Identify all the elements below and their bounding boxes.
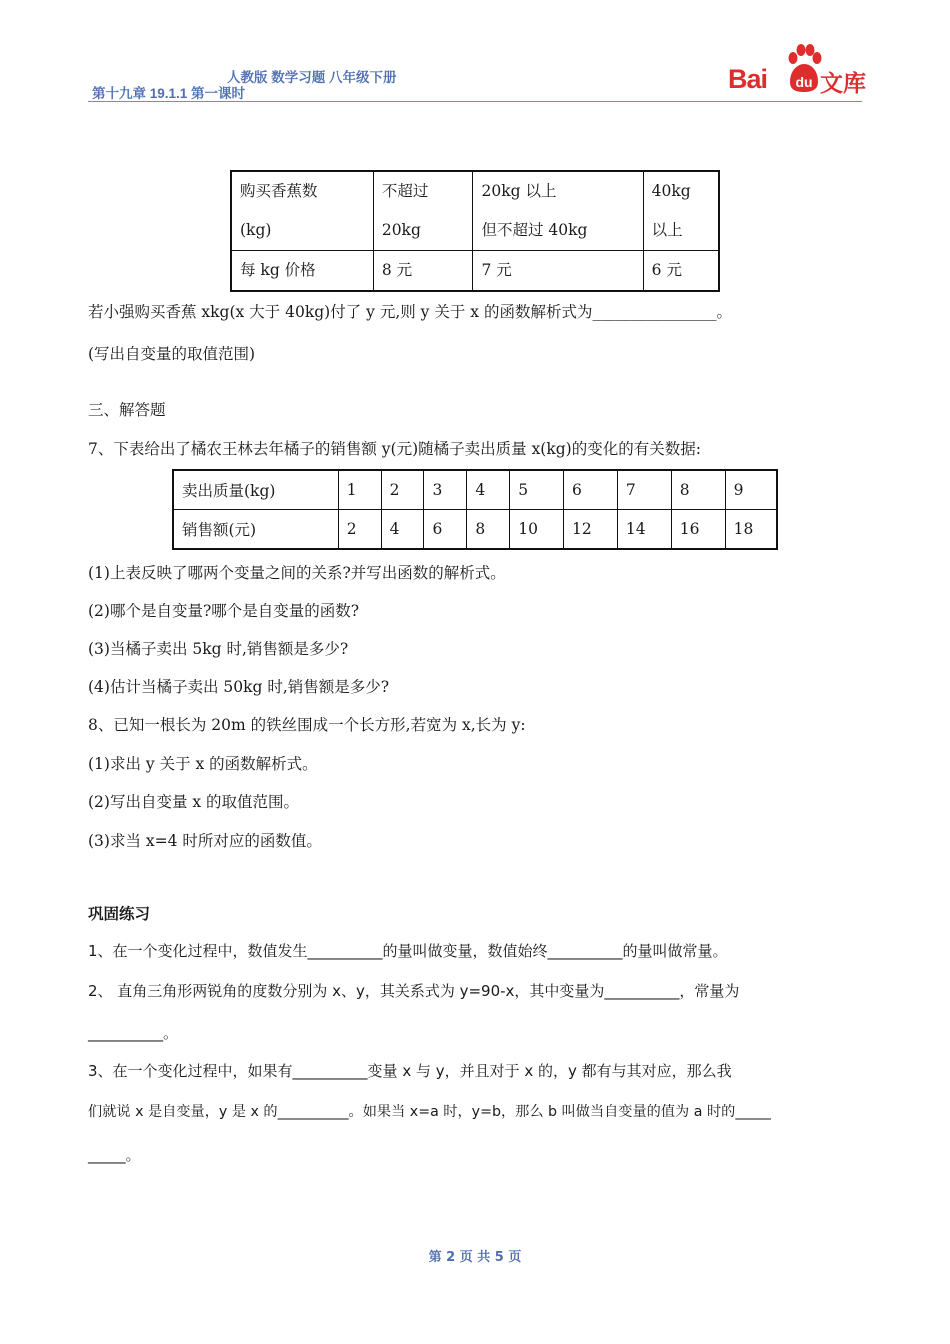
table-cell: 40kg xyxy=(643,171,719,211)
baidu-wenku-logo xyxy=(728,44,868,96)
table-cell: 6 xyxy=(424,510,467,550)
table-cell: 每 kg 价格 xyxy=(231,251,373,292)
table-cell: 8 xyxy=(671,470,725,510)
table-cell: 以上 xyxy=(643,211,719,251)
table-cell: 14 xyxy=(617,510,671,550)
question-8-text: 8、已知一根长为 20m 的铁丝围成一个长方形,若宽为 x,长为 y: xyxy=(88,716,526,734)
table-row xyxy=(173,510,777,550)
table-cell: 6 元 xyxy=(643,251,719,292)
practice-1: 1、在一个变化过程中，数值发生__________的量叫做变量，数值始终__________的量叫做常量。 xyxy=(88,942,728,960)
table-cell: 不超过 xyxy=(373,171,473,211)
page-number: 第 2 页 共 5 页 xyxy=(428,1250,522,1265)
table-cell: 16 xyxy=(671,510,725,550)
question-8-part-2: (2)写出自变量 x 的取值范围。 xyxy=(88,793,300,811)
table-row xyxy=(231,251,719,292)
question-6-text: 若小强购买香蕉 xkg(x 大于 40kg)付了 y 元,则 y 关于 x 的函数解析式为________________。 xyxy=(88,303,732,321)
table-cell: 12 xyxy=(564,510,618,550)
practice-heading: 巩固练习 xyxy=(88,905,151,923)
question-7-text: 7、下表给出了橘农王林去年橘子的销售额 y(元)随橘子卖出质量 x(kg)的变化的有关数据: xyxy=(88,440,701,458)
table-cell: 20kg 以上 xyxy=(473,171,643,211)
table-cell: 购买香蕉数 xyxy=(231,171,373,211)
question-7-part-4: (4)估计当橘子卖出 50kg 时,销售额是多少? xyxy=(88,678,390,696)
table-cell: 8 xyxy=(467,510,510,550)
question-7-part-2: (2)哪个是自变量?哪个是自变量的函数? xyxy=(88,602,360,620)
practice-3: 3、在一个变化过程中，如果有__________变量 x 与 y，并且对于 x 的，y 都有与其对应，那么我 xyxy=(88,1062,732,1080)
table-cell: 2 xyxy=(338,510,381,550)
logo-du-text: du xyxy=(795,74,813,90)
table-cell: 1 xyxy=(338,470,381,510)
header-divider xyxy=(88,101,862,102)
table-cell: 6 xyxy=(564,470,618,510)
table-row xyxy=(231,211,719,251)
header-title: 人教版 数学习题 八年级下册 xyxy=(227,70,397,85)
practice-2-cont: __________。 xyxy=(88,1024,179,1042)
table-cell: 2 xyxy=(381,470,424,510)
row-label: 卖出质量(kg) xyxy=(173,470,338,510)
banana-price-table xyxy=(230,170,720,292)
table-cell: 7 xyxy=(617,470,671,510)
table-cell: 8 元 xyxy=(373,251,473,292)
table-row xyxy=(231,171,719,211)
logo-bai-text: Bai xyxy=(728,64,768,94)
table-cell: 5 xyxy=(510,470,564,510)
row-label: 销售额(元) xyxy=(173,510,338,550)
practice-3-cont: 们就说 x 是自变量，y 是 x 的__________。如果当 x=a 时，y=b，那么 b 叫做当自变量的值为 a 时的_____ xyxy=(88,1104,771,1120)
question-7-part-1: (1)上表反映了哪两个变量之间的关系?并写出函数的解析式。 xyxy=(88,564,506,582)
orange-sales-table xyxy=(172,469,778,550)
logo-wenku-text: 文库 xyxy=(820,71,866,97)
question-7-part-3: (3)当橘子卖出 5kg 时,销售额是多少? xyxy=(88,640,349,658)
table-row xyxy=(173,470,777,510)
table-cell: 9 xyxy=(725,470,777,510)
section-title: 三、解答题 xyxy=(88,401,166,419)
question-8-part-3: (3)求当 x=4 时所对应的函数值。 xyxy=(88,832,322,850)
table-cell: 20kg xyxy=(373,211,473,251)
table-cell: 但不超过 40kg xyxy=(473,211,643,251)
question-6-note: (写出自变量的取值范围) xyxy=(88,345,256,363)
practice-2: 2、 直角三角形两锐角的度数分别为 x、y，其关系式为 y=90-x，其中变量为__________，常量为 xyxy=(88,982,740,1000)
table-cell: 3 xyxy=(424,470,467,510)
question-8-part-1: (1)求出 y 关于 x 的函数解析式。 xyxy=(88,755,318,773)
practice-3-end: _____。 xyxy=(88,1146,141,1164)
table-cell: (kg) xyxy=(231,211,373,251)
table-cell: 4 xyxy=(381,510,424,550)
table-cell: 7 元 xyxy=(473,251,643,292)
header-chapter: 第十九章 19.1.1 第一课时 xyxy=(92,86,246,101)
table-cell: 18 xyxy=(725,510,777,550)
table-cell: 10 xyxy=(510,510,564,550)
table-cell: 4 xyxy=(467,470,510,510)
